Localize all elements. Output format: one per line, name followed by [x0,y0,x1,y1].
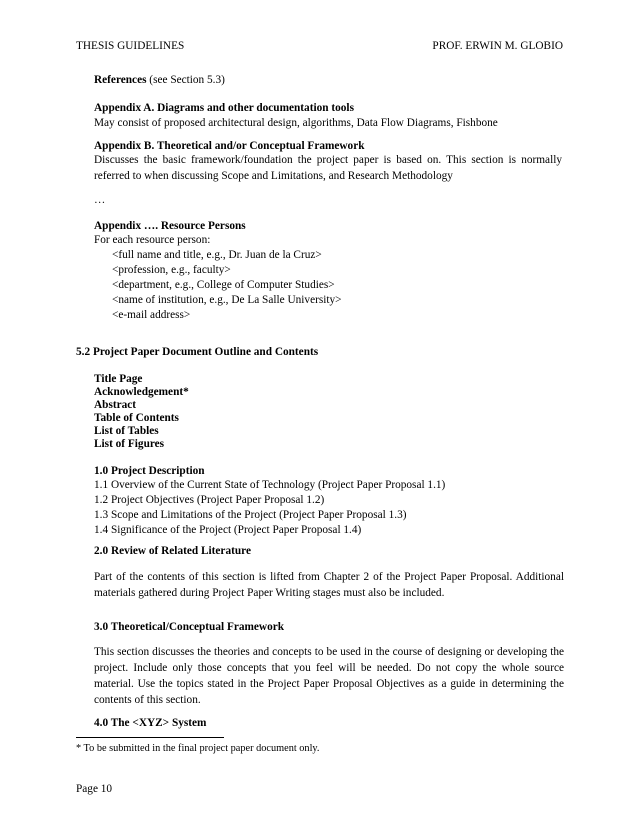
review-heading: 2.0 Review of Related Literature [94,545,251,557]
front-matter-item: Abstract [94,399,137,411]
appendix-a-desc: May consist of proposed architectural design, algorithms, Data Flow Diagrams, Fishbone [94,117,498,129]
appendix-a-title: Appendix A. Diagrams and other documentation tools [94,102,354,114]
references-note: (see Section 5.3) [146,74,225,86]
front-matter-item: Table of Contents [94,412,179,424]
front-matter-item: List of Figures [94,438,165,450]
resource-item: <e-mail address> [112,309,191,321]
references-line [94,74,225,86]
appendix-resource-title: Appendix …. Resource Persons [94,220,246,232]
project-description-item: 1.3 Scope and Limitations of the Project (Project Paper Proposal 1.3) [94,509,407,521]
framework-heading: 3.0 Theoretical/Conceptual Framework [94,621,285,633]
ellipsis: … [94,194,106,206]
header-left: THESIS GUIDELINES [76,40,185,52]
project-description-item: 1.1 Overview of the Current State of Technology (Project Paper Proposal 1.1) [94,479,446,491]
resource-item: <profession, e.g., faculty> [112,264,231,276]
resource-item: <full name and title, e.g., Dr. Juan de la Cruz> [112,249,322,261]
header-right: PROF. ERWIN M. GLOBIO [432,40,563,52]
appendix-b-desc: Discusses the basic framework/foundation the project paper is based on. This section is normally referred to when discussing Scope and Limitations, and Research Methodology [94,154,562,182]
front-matter-item: Title Page [94,373,143,385]
resource-item: <department, e.g., College of Computer Studies> [112,279,335,291]
page-number: Page 10 [76,783,113,795]
footnote: * To be submitted in the final project paper document only. [76,743,320,754]
section-5-2-heading: 5.2 Project Paper Document Outline and Contents [76,346,319,358]
appendix-resource-intro: For each resource person: [94,234,211,246]
review-text: Part of the contents of this section is lifted from Chapter 2 of the Project Paper Proposal. Additional materials gathered during Project Paper Writing stages must also be included. [94,571,564,599]
project-description-item: 1.2 Project Objectives (Project Paper Proposal 1.2) [94,494,325,506]
references-label: References [94,74,147,86]
xyz-heading: 4.0 The <XYZ> System [94,717,207,729]
footnote-rule [76,737,224,738]
appendix-b-title: Appendix B. Theoretical and/or Conceptual Framework [94,140,365,152]
project-description-item: 1.4 Significance of the Project (Project Paper Proposal 1.4) [94,524,362,536]
front-matter-item: Acknowledgement* [94,386,189,398]
project-description-heading: 1.0 Project Description [94,465,205,477]
resource-item: <name of institution, e.g., De La Salle University> [112,294,342,306]
framework-text: This section discusses the theories and concepts to be used in the course of designing or developing the project. Include only those concepts that you feel will be needed. Do not copy the whole source material. Use the topics stated in the Project Paper Proposal Objectives as a guide in determining the contents of this section. [94,646,564,706]
front-matter-item: List of Tables [94,425,159,437]
